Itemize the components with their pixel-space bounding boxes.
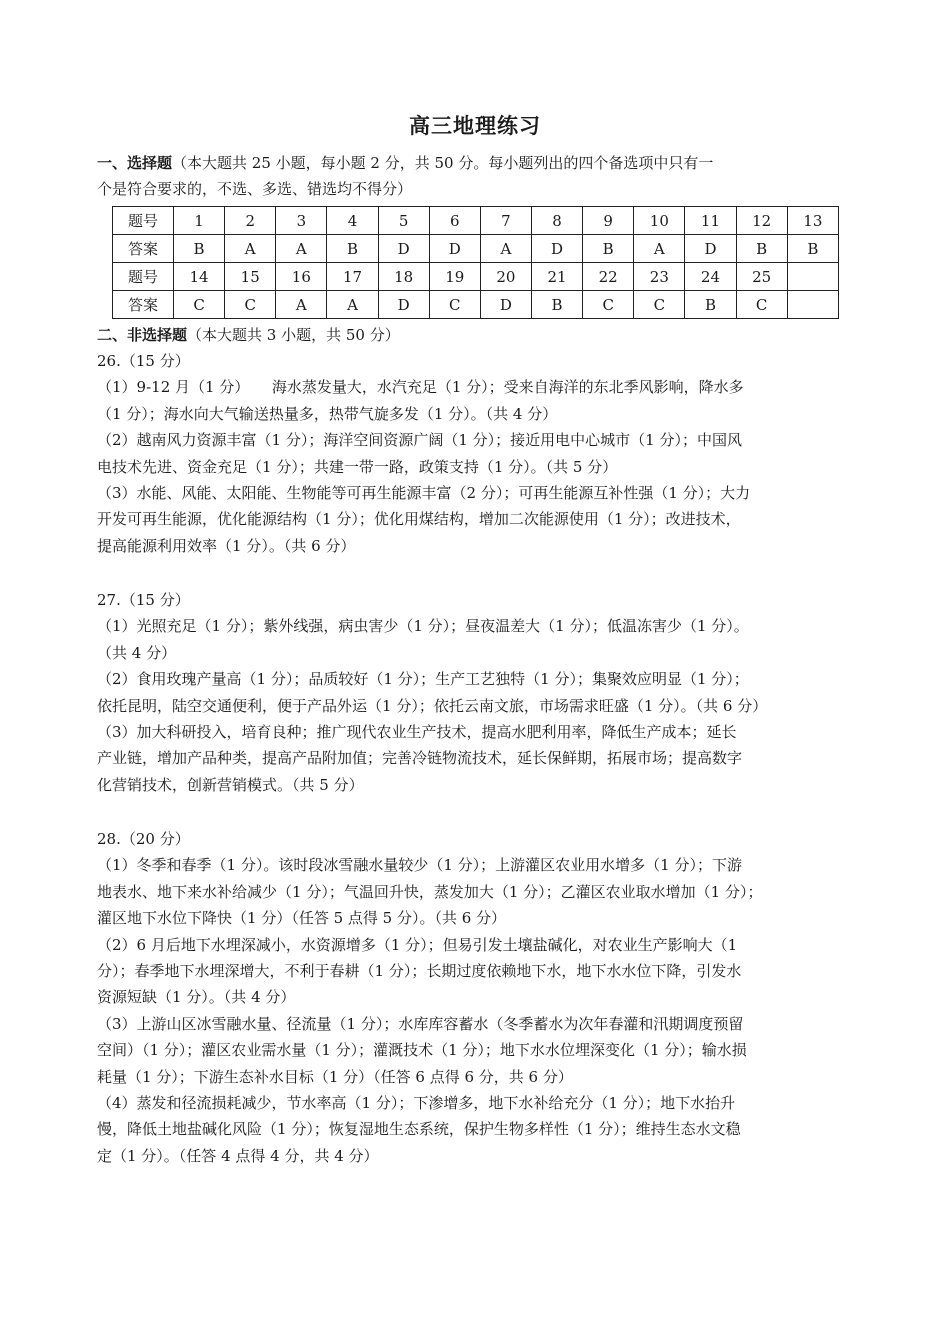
table-cell: 19 (429, 263, 480, 291)
table-cell: A (276, 235, 327, 263)
table-cell: 22 (583, 263, 634, 291)
table-cell: 16 (276, 263, 327, 291)
table-cell: B (327, 235, 378, 263)
question-27 (97, 587, 857, 798)
answer-line: （2）6 月后地下水埋深减小，水资源增多（1 分）；但易引发土壤盐碱化，对农业生产影响大（1 (97, 935, 738, 954)
question-26 (97, 348, 857, 559)
table-cell: 3 (276, 207, 327, 235)
table-cell: B (685, 291, 736, 319)
table-cell (787, 263, 838, 291)
table-cell: 18 (378, 263, 429, 291)
answer-line: （共 4 分） (97, 643, 177, 662)
table-cell: D (531, 235, 582, 263)
table-row-questions-1 (113, 207, 839, 235)
table-cell: A (327, 291, 378, 319)
table-cell: 6 (429, 207, 480, 235)
table-cell: D (429, 235, 480, 263)
row-label-answer: 答案 (113, 291, 174, 319)
table-cell: B (583, 235, 634, 263)
table-cell: 17 (327, 263, 378, 291)
section2-desc: （本大题共 3 小题，共 50 分） (187, 326, 400, 344)
table-cell: 10 (634, 207, 685, 235)
answer-line: 产业链，增加产品种类，提高产品附加值；完善冷链物流技术，延长保鲜期，拓展市场；提高数字 (97, 749, 743, 768)
question-27-head: 27.（15 分） (97, 591, 190, 609)
answer-line: （4）蒸发和径流损耗减少，节水率高（1 分）；下渗增多，地下水补给充分（1 分）；地下水抬升 (97, 1094, 736, 1113)
table-cell: 1 (174, 207, 225, 235)
section2-label: 二、非选择题 (97, 326, 188, 344)
answer-line: （1）光照充足（1 分）；紫外线强，病虫害少（1 分）；昼夜温差大（1 分）；低温冻害少（1 分）。 (97, 617, 749, 636)
table-cell: 5 (378, 207, 429, 235)
table-cell: 25 (736, 263, 787, 291)
table-row-answers-1 (113, 235, 839, 263)
table-cell: D (685, 235, 736, 263)
table-cell: 9 (583, 207, 634, 235)
table-cell: C (225, 291, 276, 319)
table-cell: C (174, 291, 225, 319)
table-cell: D (378, 291, 429, 319)
table-cell: C (736, 291, 787, 319)
answer-table (112, 206, 839, 319)
section1-line1 (97, 150, 857, 176)
table-cell: B (736, 235, 787, 263)
answer-line: 化营销技术，创新营销模式。（共 5 分） (97, 775, 364, 794)
table-row-answers-2 (113, 291, 839, 319)
answer-line: 资源短缺（1 分）。（共 4 分） (97, 988, 296, 1007)
answer-line: （3）水能、风能、太阳能、生物能等可再生能源丰富（2 分）；可再生能源互补性强（1 分）；大力 (97, 484, 751, 503)
section1-desc-line1: （本大题共 25 小题，每小题 2 分，共 50 分。每小题列出的四个备选项中只有一 (172, 154, 714, 172)
row-label-answer: 答案 (113, 235, 174, 263)
answer-line: 地表水、地下来水补给减少（1 分）；气温回升快，蒸发加大（1 分）；乙灌区农业取水增加（1 分）； (97, 882, 763, 901)
answer-line: 分）；春季地下水埋深增大，不利于春耕（1 分）；长期过度依赖地下水，地下水水位下降，引发水 (97, 962, 742, 981)
table-cell: 4 (327, 207, 378, 235)
table-cell (787, 291, 838, 319)
answer-line: 电技术先进、资金充足（1 分）；共建一带一路，政策支持（1 分）。（共 5 分） (97, 457, 618, 476)
answer-line: 开发可再生能源，优化能源结构（1 分）；优化用煤结构，增加二次能源使用（1 分）；改进技术， (97, 510, 741, 529)
table-cell: 13 (787, 207, 838, 235)
table-cell: C (583, 291, 634, 319)
table-cell: A (225, 235, 276, 263)
table-cell: C (634, 291, 685, 319)
table-cell: B (174, 235, 225, 263)
answer-line: （3）加大科研投入，培育良种；推广现代农业生产技术，提高水肥利用率，降低生产成本；延长 (97, 723, 737, 742)
section1-label: 一、选择题 (97, 154, 173, 172)
answer-line: （1）9-12 月（1 分） 海水蒸发量大，水汽充足（1 分）；受来自海洋的东北季风影响，降水多 (97, 378, 744, 397)
table-cell: 14 (174, 263, 225, 291)
table-cell: 24 (685, 263, 736, 291)
table-cell: 12 (736, 207, 787, 235)
answer-line: （2）越南风力资源丰富（1 分）；海洋空间资源广阔（1 分）；接近用电中心城市（1 分）；中国风 (97, 431, 742, 450)
question-28 (97, 826, 857, 1169)
section2-line (97, 322, 857, 348)
answer-line: 定（1 分）。（任答 4 点得 4 分，共 4 分） (97, 1146, 379, 1165)
table-cell: 7 (480, 207, 531, 235)
row-label-question: 题号 (113, 263, 174, 291)
table-cell: 2 (225, 207, 276, 235)
question-28-head: 28.（20 分） (97, 830, 190, 848)
answer-line: 空间）（1 分）；灌区农业需水量（1 分）；灌溉技术（1 分）；地下水水位埋深变化（1 分）；输水损 (97, 1041, 747, 1060)
table-cell: 21 (531, 263, 582, 291)
table-cell: B (787, 235, 838, 263)
answer-line: 耗量（1 分）；下游生态补水目标（1 分）（任答 6 点得 6 分，共 6 分） (97, 1067, 573, 1086)
answer-line: （3）上游山区冰雪融水量、径流量（1 分）；水库库容蓄水（冬季蓄水为次年春灌和汛期调度预留 (97, 1014, 744, 1033)
answer-line: （2）食用玫瑰产量高（1 分）；品质较好（1 分）；生产工艺独特（1 分）；集聚效应明显（1 分）； (97, 670, 749, 689)
table-cell: B (531, 291, 582, 319)
table-cell: 23 (634, 263, 685, 291)
table-cell: 20 (480, 263, 531, 291)
table-cell: 11 (685, 207, 736, 235)
answer-line: 慢，降低土地盐碱化风险（1 分）；恢复湿地生态系统，保护生物多样性（1 分）；维持生态水文稳 (97, 1120, 741, 1139)
answer-line: 灌区地下水位下降快（1 分）（任答 5 点得 5 分）。（共 6 分） (97, 909, 507, 928)
table-cell: C (429, 291, 480, 319)
answer-line: （1 分）；海水向大气输送热量多，热带气旋多发（1 分）。（共 4 分） (97, 404, 558, 423)
table-cell: D (480, 291, 531, 319)
page-title: 高三地理练习 (409, 114, 541, 138)
answer-line: 依托昆明，陆空交通便利，便于产品外运（1 分）；依托云南文旅，市场需求旺盛（1 分）。（共 6 分） (97, 696, 768, 715)
table-cell: 15 (225, 263, 276, 291)
table-cell: A (634, 235, 685, 263)
table-cell: A (480, 235, 531, 263)
answer-line: （1）冬季和春季（1 分）。该时段冰雪融水量较少（1 分）；上游灌区农业用水增多（1 分）；下游 (97, 856, 742, 875)
question-26-head: 26.（15 分） (97, 352, 190, 370)
row-label-question: 题号 (113, 207, 174, 235)
answer-line: 提高能源利用效率（1 分）。（共 6 分） (97, 536, 356, 555)
table-cell: D (378, 235, 429, 263)
table-row-questions-2 (113, 263, 839, 291)
table-cell: A (276, 291, 327, 319)
section1-desc-line2: 个是符合要求的，不选、多选、错选均不得分） (97, 180, 413, 198)
table-cell: 8 (531, 207, 582, 235)
